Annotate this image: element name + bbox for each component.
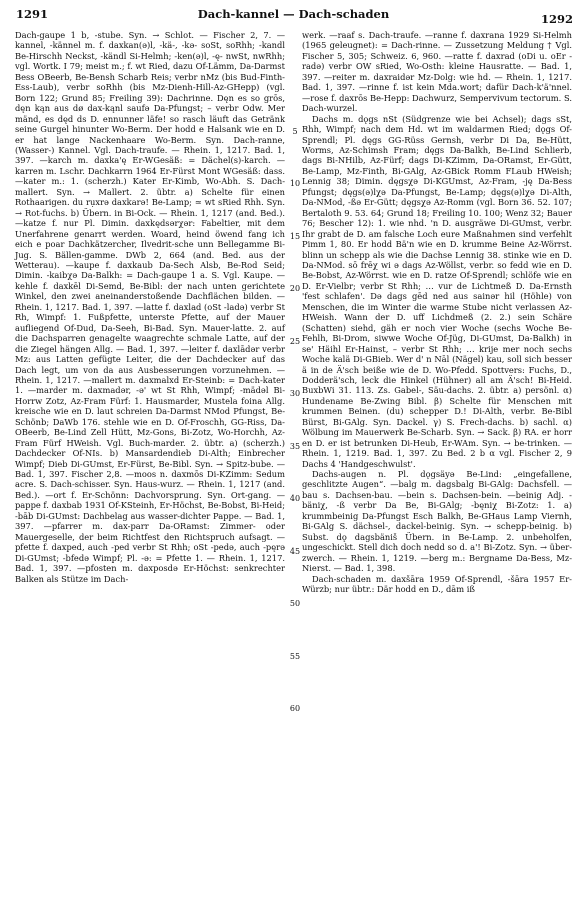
page-header xyxy=(14,6,573,24)
line-number: 50 xyxy=(289,599,301,608)
entry-paragraph: Dachs-augen n. Pl. dǫgsäyə Be-Lind: „eingefallene, geschlitzte Augen“. —balg m. dagsbalg Bi-GAlg: Dachsfell. —bau s. Dachsen-bau. —bein s. Dachsen-bein. —beinig Adj. -bäniχ, -ß verbr Da Be, Bi-GAlg; -bęniχ Bi-Zotz: 1. a) krummbeinig Da-Pfungst Esch Balkh, Be-GHaus Lamp Viernh, Bi-GAlg S. dächsel-, dackel-beinig. Syn. → schepp-beinig. b) Subst. dǫ dagsbäniš Übern. in Be-Lamp. 2. unbeholfen, ungeschickt. Stell dich doch nedd so d. a'! Bi-Zotz. Syn. → über-zwerch. — Rhein. 1, 1219. —berg m.: Bergname Da-Bess, Mz-Nierst. — Bad. 1, 398. xyxy=(302,469,572,574)
left-column-text: Dach-gaupe 1 b, -stube. Syn. → Schlot. — Fischer 2, 7. —kannel, -kännel m. f. daxkan(ə)l, -kä-, -kə- soSt, soRhh; -kandl Be-Hirschh Neckst, -kändl Si-Helmh; -ken(ə)l, -ę- nwSt, nwRhh; vgl. Wortk. I 79; meist m.; f. wt Ried, dazu Of-Lämm, Da-Darmst Bess OBeerb, Be-Bensh Scharb Reis; verbr nMz (bis Bud-Finth-Ess-Laub), verbr soRhh (bis Mz-Dienh-Hill-Az-GHepp) (vgl. Born 122; Grund 85; Freiling 39): Dachrinne. Dęn es so grōs, dęn kąn aus dø dax-kąnl saufə Da-Pfungst; – verbr Odw. Mer mänd, es dęd ds D. ennunner läfe! so rasch läuft das Getränk seine Gurgel hinunter Wo-Berm. Der hodd e Halsank wie en D. er hat lange Nackenhaare Wo-Berm. Syn. Dach-ranne, (Wasser-) Kannel. Vgl. Dach-traufe. — Rhein. 1, 1217. Bad. 1, 397. —karch m. daxka'ę Er-WGesäß: = Dächel(s)-karch. —karren m. Lschr. Dachkarrn 1964 Er-Fürst Mont WGesäß: dass. —kater m.: 1. (scherzh.) Kater Er-Kimb, Wo-Abh. S. Dach-mallert. Syn. → Mallert. 2. übtr. a) Schelte für einen Rothaarigen. du rụxrə daxkarə! Be-Lamp; ≃ wt sRied Rhh. Syn. → Rot-fuchs. b) Übern. in Bi-Ock. — Rhein. 1, 1217 (and. Bed.). —katze f. nur Pl. Dimin. daxkędsərχər: Fabeltier, mit dem Unerfahrene genarrt werden. Woard, heind öwend fang ich eich e poar Dachkätzercher, Ilvedrit-sche unn Bellegamme Bi-Jug. S. Bällen-gamme. DWb 2, 664 (and. Bed. aus der Wetterau). —kaupe f. daxkaub Da-Sech Alsb, Be-Rod Seid; Dimin. -kaibχə Da-Balkh: = Dach-gaupe 1 a. S. Vgl. Kaupe. —kehle f. daxkēl Di-Semd, Be-Bibl: der nach unten gerichtete Winkel, den zwei aneinanderstoßende Dachflächen bilden. — Rhein. 1, 1217. Bad. 1, 397. —latte f. daxlad (oSt -ladə) verbr St Rh, Wimpf: 1. Fußpfette, unterste Pfette, auf der Mauer aufliegend Of-Dud, Da-Seeh, Bi-Bad. Syn. Mauer-latte. 2. auf die Dachsparren genagelte waagrechte schmale Latte, auf der die Ziegel hängen Allg. — Bad. 1, 397. —leiter f. daxlādər verbr Mz: aus Latten gefügte Leiter, die der Dachdecker auf das Dach legt, um von da aus Ausbesserungen vorzunehmen. — Rhein. 1, 1217. —mallert m. daxmalxd Er-Steinb: = Dach-kater 1. —marder m. daxmadər, -ə' wt St Rhh, Wimpf; -mädəl Bi-Horrw Zotz, Az-Fram Fürf: 1. Hausmarder, Mustela foina Allg. kreische wie en D. laut schreien Da-Darmst NMod Pfungst, Be-Schönb; DaWb 176. stehle wie en D. Of-Froschh, GG-Riss, Da-OBeerb, Be-Lind Zell Hütt, Mz-Gons, Bi-Zotz, Wo-Horchh, Az-Fram Fürf HWeish. Vgl. Buch-marder. 2. übtr. a) (scherzh.) Dachdecker Of-NIs. b) Mansardendieb Di-Alth; Einbrecher Wimpf; Dieb Di-GUmst, Er-Fürst, Be-Bibl. Syn. → Spitz-bube. — Bad. 1, 397. Fischer 2,8. —moos n. daxmōs Di-KZimm: Sedum acre. S. Dach-schisser. Syn. Haus-wurz. — Rhein. 1, 1217 (and. Bed.). —ort f. Er-Schönn: Dachvorsprung. Syn. Ort-gang. —pappe f. daxbab 1931 Of-KSteinh, Er-Höchst, Be-Bobst, Bi-Heid; -bāb Di-GUmst: Dachbelag aus wasser-dichter Pappe. — Bad. 1, 397. —pfarrer m. dax-parr Da-ORamst: Zimmer- oder Mauergeselle, der beim Richtfest den Richtspruch aufsagt. —pfette f. daxped, auch -ped verbr St Rhh; oSt -pedə, auch -pęrə Di-GUmst; -bfedə Wimpf; Pl. -ə: = Pfette 1. — Rhein. 1, 1217. Bad. 1, 397. —pfosten m. daxposdə Er-Höchst: senkrechter Balken als Stütze im Dach- xyxy=(15,30,285,584)
line-number: 35 xyxy=(289,442,301,451)
line-number: 40 xyxy=(289,494,301,503)
line-number: 10 xyxy=(289,179,301,188)
running-title: Dach-kannel — Dach-schaden xyxy=(197,7,390,21)
entry-paragraph: Dach-schaden m. daxšāra 1959 Of-Sprendl, -šāra 1957 Er-Würzb; nur übtr.: Där hodd en D., dām iß xyxy=(302,573,572,595)
left-column xyxy=(15,30,285,584)
line-number: 25 xyxy=(289,337,301,346)
line-number: 45 xyxy=(289,547,301,556)
entry-paragraph: werk. —raaf s. Dach-traufe. —ranne f. daxrana 1929 Si-Helmh (1965 geleugnet): = Dach-rinne. — Zussetzung Meldung † Vgl. Fischer 5, 305; Schweiz. 6, 960. —ratte f. daxrad (oDi u. oEr -radə) verbr OW sRied, Wo-Osth: kleine Hausratte. — Bad. 1, 397. —reiter m. daxraidər Mz-Dolg: wie hd. — Rhein. 1, 1217. Bad. 1, 397. —rinne f. ist kein Mda.wort; dafür Dach-k'ä'nnel. —rose f. daxrōs Be-Hepp: Dachwurz, Sempervivum tectorum. S. Dach-wurzel. xyxy=(302,30,572,114)
page-number-right: 1292 xyxy=(540,12,573,26)
line-number: 55 xyxy=(289,652,301,661)
right-column xyxy=(302,30,572,594)
line-number: 20 xyxy=(289,284,301,293)
line-number: 15 xyxy=(289,232,301,241)
entry-paragraph: Dachs m. dǫgs nSt (Südgrenze wie bei Achsel); dags sSt, Rhh, Wimpf; nach dem Hd. wt im waldarmen Ried; dǫgs Of-Sprendl; Pl. dęgs GG-Rüss Gernsh, verbr Di Da, Be-Hütt, Worms, Az-Schimsh Fram; dęgs Da-Balkh, Be-Lind Schlierb, dags Bi-NHilb, Az-Fürf; dags Di-KZimm, Da-ORamst, Er-Gütt, Be-Lamp, Mz-Finth, Bi-GAlg, Az-GBick Romm FLaub HWeish; Lennig 38; Dimin. dęgsχə Di-KGUmst, Az-Fram, -ję Da-Bess Pfungst; dęgs(ə)lχə Da-Pfungst, Be-Lamp; dęgs(ə)lχə Di-Alth, Da-NMod, -ßə Er-Gütt; dęgsχə Az-Romm (vgl. Born 36. 52. 107; Bertaloth 9. 53. 64; Grund 18; Freiling 10. 100; Wenz 32; Bauer 76; Bescher 12): 1. wie nhd. 'n D. ausgräwe Di-GUmst, verbr. Ihr grabt de D. am falsche Loch eure Maßnahmen sind verfehlt Pimm 1, 80. Er hodd Bä'n wie en D. krumme Beine Az-Wörrst. blinn un schepp als wie die Dachse Lennig 38. stinke wie en D. Da-NMod. sō frēχ wi ə dags Az-Wöllst, verbr. so fedd wie en D. Be-Bobst, Az-Wörrst. wie en D. ratze Of-Sprendl; schlöfe wie en D. Er-Vielbr; verbr St Rhh; … vur de Lichtmeß D. Da-Ernsth 'fest schlafen'. Də dags gēd ned aus sainər hil (Höhle) von Menschen, die im Winter die warme Stube nicht verlassen Az-HWeish. Wann der D. uff Lichdmeß (2. 2.) sein Schäre (Schatten) siehd, gäh er noch vier Woche (sechs Woche Be-Fehlh, Bi-Drom, siwwe Woche Of-Jüg, Di-GUmst, Da-Balkh) in se' Häihl Er-Hainst, – verbr St Rhh; … krije mer noch sechs Woche kalä Di-GBieb. Wer d' n Nāl (Nägel) kau, soll sich besser ä in de Ä'sch beiße wie de D. Wo-Pfedd. Spottvers: Fuchs, D., Dodderä'sch, leck die Hinkel (Hühner) all am Ä'sch! Bi-Heid. BuxbWi 31. 113. Zs. Gabel-, Säu-dachs. 2. übtr. a) persönl. α) Hundename Be-Zwing Bibl. β) Schelte für Menschen mit krummen Beinen. (du) schepper D.! Di-Alth, verbr. Be-Bibl Bürst, Bi-GAlg. Syn. Dackel. γ) S. Frech-dachs. b) sachl. α) Wölbung im Mauerwerk Be-Scharb. Syn. → Sack. β) RA. er horr en D. er ist betrunken Di-Heub, Er-WAm. Syn. → be-trinken. — Rhein. 1, 1219. Bad. 1, 397. Zu Bed. 2 b α vgl. Fischer 2, 9 Dachs 4 'Handgeschwulst'. xyxy=(302,113,572,469)
line-number: 60 xyxy=(289,704,301,713)
line-number: 30 xyxy=(289,389,301,398)
page-number-left: 1291 xyxy=(16,7,49,21)
line-number: 5 xyxy=(292,127,298,136)
